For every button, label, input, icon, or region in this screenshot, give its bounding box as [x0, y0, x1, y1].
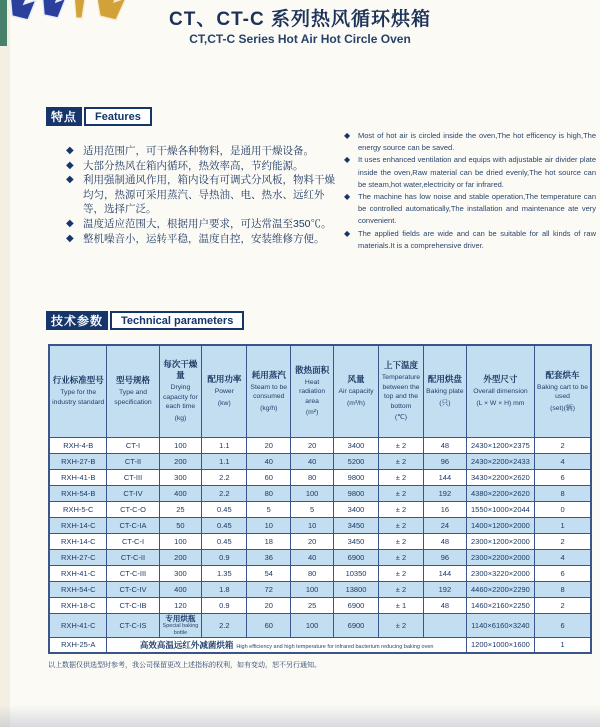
header-zh-label: 每次干燥量	[163, 359, 198, 381]
table-cell	[159, 613, 202, 637]
column-header	[202, 345, 247, 437]
cell-sub-text: High efficiency and high temperature for infrared bacterium reducing baking oven	[236, 643, 434, 650]
table-cell: 2300×2200×2000	[466, 549, 534, 565]
table-cell: 20	[247, 437, 291, 453]
table-cell: CT-C-IV	[107, 581, 159, 597]
table-cell: CT-C-III	[107, 565, 159, 581]
table-row	[49, 549, 591, 565]
table-cell: ± 2	[379, 485, 424, 501]
feature-text: 大部分热风在箱内循环，热效率高，节约能源。	[83, 159, 304, 172]
table-cell: 100	[291, 613, 334, 637]
table-cell: 48	[423, 437, 466, 453]
table-cell: 300	[159, 565, 202, 581]
feature-item	[66, 159, 338, 174]
table-cell: CT-C-IA	[107, 517, 159, 533]
feature-text: Most of hot air is circled inside the oven,The hot efficency is high,The energy source can be saved.	[358, 131, 596, 153]
feature-item	[344, 130, 596, 154]
feature-text: 温度适应范围大，根据用户要求，可达常温至350℃。	[83, 217, 332, 230]
header-en-label: Power	[214, 388, 234, 396]
table-cell: 0.45	[202, 517, 247, 533]
header-unit-label: (kg/h)	[260, 404, 278, 412]
table-cell: 1.1	[202, 437, 247, 453]
table-cell: 2300×3220×2000	[466, 565, 534, 581]
table-cell: 72	[247, 581, 291, 597]
table-cell: RXH-14-C	[49, 533, 107, 549]
table-cell: CT-C-IS	[107, 613, 159, 637]
header-en-label: Type and specification	[114, 389, 152, 406]
table-cell: 1.1	[202, 453, 247, 469]
table-cell: ± 2	[379, 613, 424, 637]
header-zh-label: 散热面积	[295, 364, 330, 375]
table-cell: RXH-41-C	[49, 613, 107, 637]
table-row	[49, 533, 591, 549]
table-cell: 4	[535, 549, 591, 565]
table-cell: 300	[159, 469, 202, 485]
diamond-bullet-icon: ◆	[344, 228, 351, 238]
table-cell: 1400×1200×2000	[466, 517, 534, 533]
table-row	[49, 613, 591, 637]
table-cell: 144	[423, 565, 466, 581]
table-cell: ± 2	[379, 565, 424, 581]
table-cell: 3450	[334, 533, 379, 549]
diamond-bullet-icon: ◆	[66, 217, 74, 229]
table-cell: 20	[291, 437, 334, 453]
table-row	[49, 565, 591, 581]
table-cell: RXH-25-A	[49, 637, 107, 653]
table-row	[49, 597, 591, 613]
table-cell: RXH-41-C	[49, 565, 107, 581]
table-cell: RXH-27-B	[49, 453, 107, 469]
table-cell: 100	[159, 437, 202, 453]
table-cell: 0.45	[202, 533, 247, 549]
table-cell: 2	[535, 533, 591, 549]
table-cell: RXH-27-C	[49, 549, 107, 565]
technical-parameters-table	[48, 344, 592, 654]
header-zh-label: 行业标准型号	[52, 375, 104, 386]
table-cell: 25	[159, 501, 202, 517]
table-cell: RXH-54-B	[49, 485, 107, 501]
feature-item	[344, 191, 596, 228]
table-cell: 1200×1000×1600	[466, 637, 534, 653]
table-cell: ± 2	[379, 517, 424, 533]
column-header	[159, 345, 202, 437]
column-header	[379, 345, 424, 437]
table-cell: 1.35	[202, 565, 247, 581]
table-cell: CT-C-O	[107, 501, 159, 517]
feature-text: 适用范围广，可干燥各种物料，是通用干燥设备。	[83, 145, 314, 157]
table-cell: 6	[535, 613, 591, 637]
table-cell: 144	[423, 469, 466, 485]
table-cell: 5	[247, 501, 291, 517]
table-row	[49, 485, 591, 501]
diamond-bullet-icon: ◆	[66, 232, 74, 244]
table-cell: ± 2	[379, 533, 424, 549]
table-cell: 1140×6160×3240	[466, 613, 534, 637]
table-cell: 200	[159, 549, 202, 565]
table-cell: 80	[247, 485, 291, 501]
features-section-badge	[46, 107, 152, 126]
feature-item	[344, 154, 596, 191]
table-cell: 6	[535, 565, 591, 581]
column-header	[291, 345, 334, 437]
table-cell: 1460×2160×2250	[466, 597, 534, 613]
cell-main-text: 高效高温远红外减菌烘箱	[139, 639, 234, 650]
table-cell: ± 2	[379, 437, 424, 453]
table-cell: RXH-4-B	[49, 437, 107, 453]
column-header	[49, 345, 107, 437]
table-cell: 25	[291, 597, 334, 613]
table-cell: 400	[159, 485, 202, 501]
feature-item	[66, 217, 338, 232]
feature-item	[66, 232, 338, 247]
table-cell: 20	[247, 597, 291, 613]
header-zh-label: 外型尺寸	[483, 374, 518, 385]
table-cell: 6	[535, 469, 591, 485]
table-cell: 9800	[334, 469, 379, 485]
feature-text: 整机噪音小，运转平稳，温度自控，安装维修方便。	[83, 232, 325, 245]
table-cell: 24	[423, 517, 466, 533]
table-row	[49, 453, 591, 469]
table-cell: ± 2	[379, 581, 424, 597]
features-list-zh	[66, 144, 338, 246]
header-en-label: Overall dimension	[473, 388, 528, 396]
column-header	[107, 345, 159, 437]
table-row	[49, 437, 591, 453]
table-cell: 96	[423, 453, 466, 469]
table-cell: 10350	[334, 565, 379, 581]
table-cell: CT-IV	[107, 485, 159, 501]
table-cell: 10	[291, 517, 334, 533]
table-cell: 3400	[334, 437, 379, 453]
table-cell: CT-III	[107, 469, 159, 485]
table-cell: 40	[291, 549, 334, 565]
header-unit-label: (kw)	[217, 399, 231, 407]
table-cell: 50	[159, 517, 202, 533]
feature-item	[344, 228, 596, 252]
table-cell	[423, 613, 466, 637]
header-zh-label: 耗用蒸汽	[251, 369, 286, 380]
table-cell: 40	[291, 453, 334, 469]
feature-text: It uses enhanced ventilation and equips with adjustable air divider plate inside the oven,Raw material can be dried evenly,The hot source can be steam,hot water,electricity or far infrared.	[358, 155, 596, 189]
table-cell: 2300×1200×2000	[466, 533, 534, 549]
feature-item	[66, 144, 338, 159]
table-footnote: 以上数据仅供选型时参考，我公司保留更改上述指标的权利，如有变动，恕不另行通知。	[48, 662, 321, 669]
table-cell: CT-C-IB	[107, 597, 159, 613]
diamond-bullet-icon: ◆	[66, 159, 74, 171]
table-cell: 2.2	[202, 469, 247, 485]
page-title-zh: CT、CT-C 系列热风循环烘箱	[169, 9, 431, 30]
header-en-label: Type for the industry standard	[52, 389, 105, 406]
table-cell: 5	[291, 501, 334, 517]
diamond-bullet-icon: ◆	[66, 145, 74, 156]
scan-bottom-haze	[0, 705, 600, 727]
table-cell: 10	[247, 517, 291, 533]
table-cell: 0	[535, 501, 591, 517]
table-cell: RXH-18-C	[49, 597, 107, 613]
table-cell: 1.8	[202, 581, 247, 597]
table-cell: 4460×2200×2290	[466, 581, 534, 597]
table-cell: 48	[423, 597, 466, 613]
header-zh-label: 配用烘盘	[427, 374, 462, 385]
header-zh-label: 配用功率	[207, 374, 242, 385]
table-cell: 5200	[334, 453, 379, 469]
header-en-label: Temperature between the top and the bottom	[381, 374, 421, 410]
table-cell: 100	[291, 581, 334, 597]
diamond-bullet-icon: ◆	[66, 174, 74, 186]
table-cell: 192	[423, 581, 466, 597]
table-cell: RXH-14-C	[49, 517, 107, 533]
table-cell: 0.9	[202, 597, 247, 613]
header-unit-label: (kg)	[174, 414, 187, 422]
parameters-section-badge	[46, 311, 244, 330]
table-cell: 54	[247, 565, 291, 581]
cell-main-text: 专用烘瓶	[165, 613, 196, 623]
table-cell: 100	[159, 533, 202, 549]
header-en-label: Steam to be consumed	[250, 383, 288, 400]
cell-sub-text: Special baking bottle	[162, 622, 199, 636]
table-cell: 0.45	[202, 501, 247, 517]
table-cell: 3400	[334, 501, 379, 517]
table-cell: 2	[535, 437, 591, 453]
table-cell: 60	[247, 469, 291, 485]
table-cell: 2430×2200×2433	[466, 453, 534, 469]
table-cell: 48	[423, 533, 466, 549]
header-en-label: Heat radiation area	[299, 378, 326, 405]
header-unit-label: (℃)	[394, 414, 408, 421]
table-cell: 80	[291, 469, 334, 485]
table-cell: 120	[159, 597, 202, 613]
table-cell: 1	[535, 637, 591, 653]
feature-text: 利用强制通风作用，箱内设有可调式分风板，物料干燥均匀，热源可采用蒸汽、导热油、电、热水、远红外等，选择广泛。	[83, 174, 335, 216]
header-row	[49, 345, 591, 437]
header-en-label: Baking plate	[426, 388, 464, 396]
table-cell: CT-C-II	[107, 549, 159, 565]
table-cell: 8	[535, 485, 591, 501]
header-en-label: Baking cart to be used	[537, 383, 589, 400]
header-unit-label: (m³/h)	[346, 399, 366, 407]
column-header	[334, 345, 379, 437]
table-cell: 13800	[334, 581, 379, 597]
header-zh-label: 型号规格	[115, 375, 150, 386]
feature-text: The applied fields are wide and can be suitable for all kinds of raw materials.It is a comprehensive driver.	[358, 228, 596, 250]
table-row	[49, 501, 591, 517]
table-cell: 2.2	[202, 485, 247, 501]
table-cell: 4	[535, 453, 591, 469]
table-cell: 18	[247, 533, 291, 549]
header-zh-label: 上下温度	[383, 360, 418, 370]
diamond-bullet-icon: ◆	[344, 155, 351, 165]
table-cell	[107, 637, 466, 653]
table-cell: 60	[247, 613, 291, 637]
table-cell: 2	[535, 597, 591, 613]
table-row	[49, 581, 591, 597]
table-row	[49, 469, 591, 485]
table-cell: CT-I	[107, 437, 159, 453]
header-en-label: Air capacity	[338, 388, 374, 396]
table-cell: ± 2	[379, 549, 424, 565]
table-cell: 40	[247, 453, 291, 469]
table-cell: 8	[535, 581, 591, 597]
table-cell: 4380×2200×2620	[466, 485, 534, 501]
page-edge-cream	[0, 0, 10, 727]
column-header	[247, 345, 291, 437]
table-cell: 1	[535, 517, 591, 533]
table-cell: 192	[423, 485, 466, 501]
table-cell: 6900	[334, 597, 379, 613]
table-cell: 80	[291, 565, 334, 581]
table-cell: CT-C-I	[107, 533, 159, 549]
table-cell: RXH-54-C	[49, 581, 107, 597]
column-header	[535, 345, 591, 437]
page-header	[0, 4, 600, 46]
header-zh-label: 配套烘车	[545, 369, 580, 380]
column-header	[423, 345, 466, 437]
feature-item	[66, 173, 338, 217]
table-row	[49, 517, 591, 533]
table-cell: 3450	[334, 517, 379, 533]
table-cell: 3430×2200×2620	[466, 469, 534, 485]
table-cell: 0.9	[202, 549, 247, 565]
table-cell: CT-II	[107, 453, 159, 469]
table-cell: 96	[423, 549, 466, 565]
table-cell: ± 1	[379, 597, 424, 613]
header-unit-label: (L × W × H) mm	[476, 399, 525, 407]
column-header	[466, 345, 534, 437]
header-unit-label: (m²)	[305, 409, 319, 417]
table-cell: 9800	[334, 485, 379, 501]
table-cell: 1550×1000×2044	[466, 501, 534, 517]
table-cell: 2.2	[202, 613, 247, 637]
feature-text: The machine has low noise and stable operation,The temperature can be controlled automatically,The installation and maintenance ate very convenient.	[358, 192, 596, 226]
diamond-bullet-icon: ◆	[344, 192, 351, 202]
parameters-badge-en: Technical parameters	[110, 311, 244, 330]
table-cell: ± 2	[379, 453, 424, 469]
features-list-en	[344, 130, 596, 252]
table-row	[49, 637, 591, 653]
table-cell: ± 2	[379, 469, 424, 485]
header-en-label: Drying capacity for each time	[163, 384, 198, 411]
page-title-en: CT,CT-C Series Hot Air Hot Circle Oven	[189, 32, 411, 46]
table-cell: 400	[159, 581, 202, 597]
table-cell: ± 2	[379, 501, 424, 517]
table-cell: 36	[247, 549, 291, 565]
header-zh-label: 风量	[347, 374, 365, 385]
table-cell: RXH-5-C	[49, 501, 107, 517]
table-cell: 6900	[334, 549, 379, 565]
diamond-bullet-icon: ◆	[344, 131, 351, 140]
features-badge-en: Features	[84, 107, 152, 126]
table-cell: 2430×1200×2375	[466, 437, 534, 453]
table-cell: 200	[159, 453, 202, 469]
table-cell: 20	[291, 533, 334, 549]
table-cell: RXH-41-B	[49, 469, 107, 485]
table-cell: 16	[423, 501, 466, 517]
table-cell: 6900	[334, 613, 379, 637]
table-cell: 100	[291, 485, 334, 501]
parameters-badge-zh: 技术参数	[46, 311, 108, 330]
header-unit-label: (只)	[439, 399, 451, 407]
features-badge-zh: 特点	[46, 107, 82, 126]
header-unit-label: (set)(辆)	[550, 404, 575, 412]
